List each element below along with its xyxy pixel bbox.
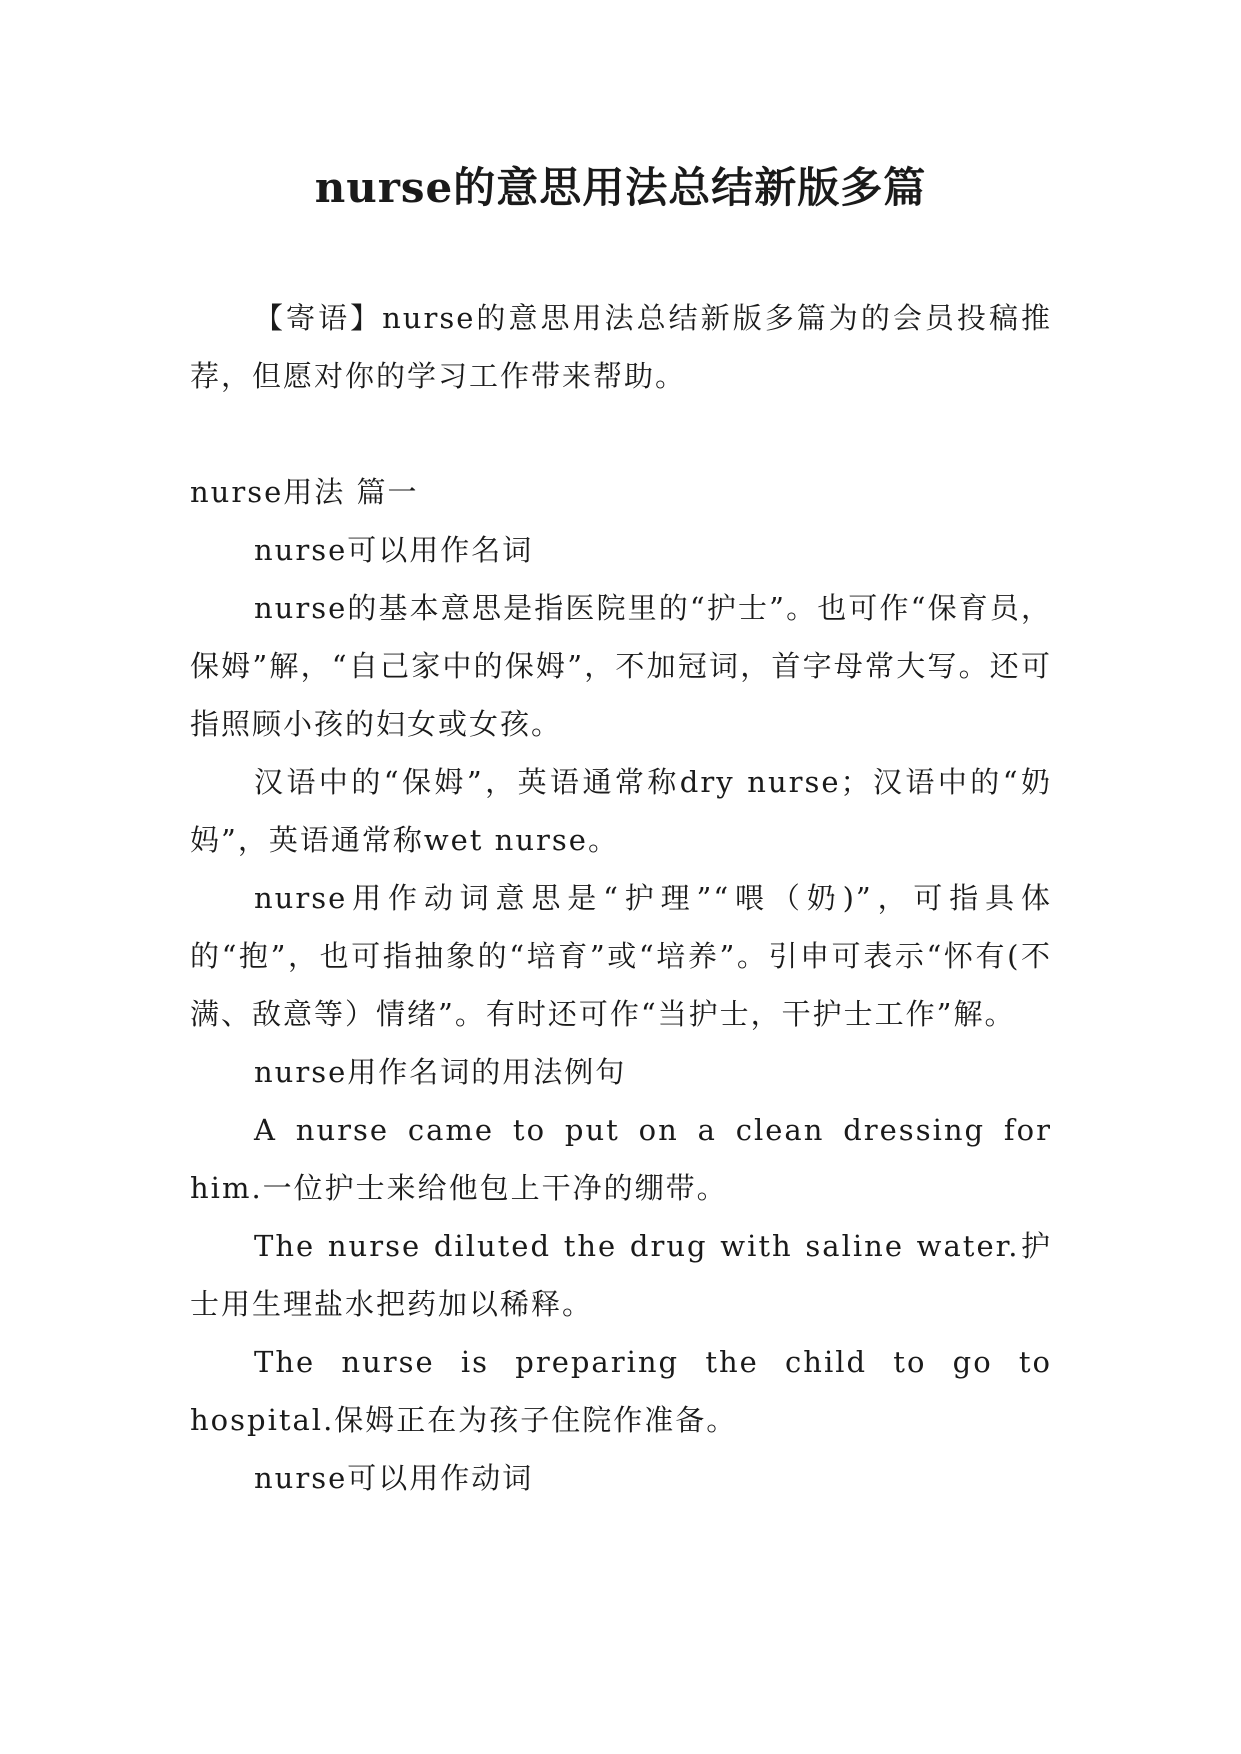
paragraph-verb-meaning: nurse用作动词意思是“护理”“喂（奶)”，可指具体的“抱”，也可指抽象的“培育”或“培养”。引申可表示“怀有(不满、敌意等）情绪”。有时还可作“当护士，干护士工作”解。 bbox=[190, 881, 1052, 1031]
paragraph-basic-meaning: nurse的基本意思是指医院里的“护士”。也可作“保育员，保姆”解，“自己家中的保姆”，不加冠词，首字母常大写。还可指照顾小孩的妇女或女孩。 bbox=[190, 591, 1052, 741]
subheading-noun-examples: nurse用作名词的用法例句 bbox=[254, 1055, 627, 1089]
document-body bbox=[190, 289, 1052, 1507]
spacer bbox=[190, 405, 1052, 463]
subheading-verb: nurse可以用作动词 bbox=[254, 1461, 534, 1495]
page-title: nurse的意思用法总结新版多篇 bbox=[314, 163, 927, 212]
subheading-noun: nurse可以用作名词 bbox=[254, 533, 534, 567]
intro-paragraph: 【寄语】nurse的意思用法总结新版多篇为的会员投稿推荐，但愿对你的学习工作带来帮助。 bbox=[190, 301, 1052, 393]
paragraph-nanny: 汉语中的“保姆”，英语通常称dry nurse；汉语中的“奶妈”，英语通常称wet nurse。 bbox=[190, 765, 1052, 857]
section-heading: nurse用法 篇一 bbox=[190, 475, 419, 509]
example-sentence: The nurse diluted the drug with saline water.护士用生理盐水把药加以稀释。 bbox=[190, 1229, 1052, 1321]
example-sentence: The nurse is preparing the child to go to hospital.保姆正在为孩子住院作准备。 bbox=[190, 1345, 1052, 1437]
example-sentence: A nurse came to put on a clean dressing for him.一位护士来给他包上干净的绷带。 bbox=[190, 1113, 1052, 1205]
